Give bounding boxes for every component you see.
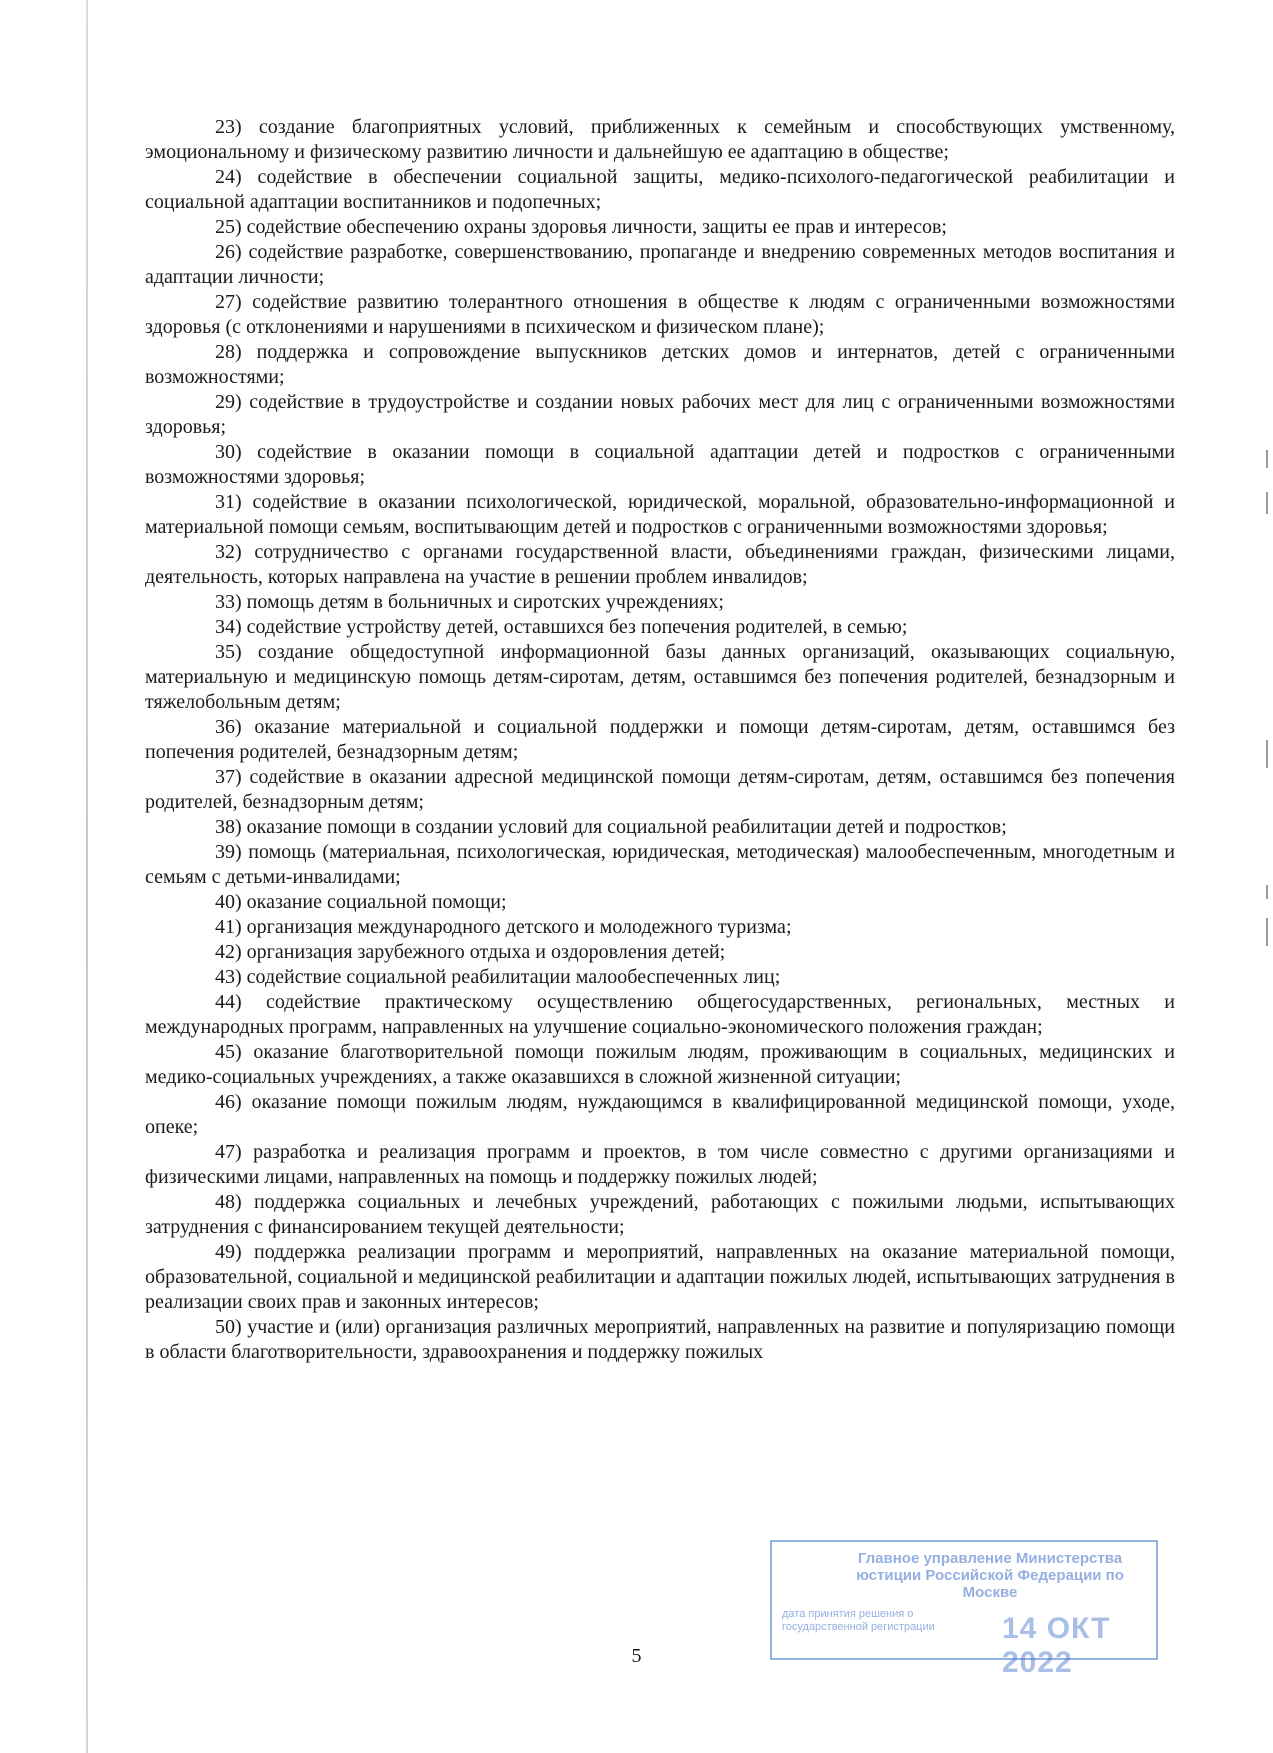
list-item: 26) содействие разработке, совершенствованию, пропаганде и внедрению современных методов воспитания и адаптации личности; bbox=[145, 241, 1175, 288]
list-item: 46) оказание помощи пожилым людям, нуждающимся в квалифицированной медицинской помощи, уходе, опеке; bbox=[145, 1091, 1175, 1138]
list-item: 27) содействие развитию толерантного отношения в обществе к людям с ограниченными возможностями здоровья (с отклонениями и нарушениями в психическом и физическом плане); bbox=[145, 291, 1175, 338]
scan-edge-mark bbox=[1266, 492, 1268, 514]
list-item: 33) помощь детям в больничных и сиротских учреждениях; bbox=[215, 591, 724, 613]
list-item: 39) помощь (материальная, психологическая, юридическая, методическая) малообеспеченным, многодетным и семьям с детьми-инвалидами; bbox=[145, 841, 1175, 888]
stamp-date: 14 ОКТ 2022 bbox=[1002, 1612, 1111, 1679]
list-item: 24) содействие в обеспечении социальной защиты, медико-психолого-педагогической реабилитации и социальной адаптации воспитанников и подопечных; bbox=[145, 166, 1175, 213]
list-item: 38) оказание помощи в создании условий для социальной реабилитации детей и подростков; bbox=[215, 816, 1007, 838]
scan-edge-mark bbox=[1266, 885, 1268, 899]
scan-edge-mark bbox=[1266, 918, 1268, 946]
scan-edge-mark bbox=[1266, 740, 1268, 768]
stamp-organization: Главное управление Министерства юстиции Российской Федерации по Москве bbox=[856, 1550, 1124, 1601]
list-item: 25) содействие обеспечению охраны здоровья личности, защиты ее прав и интересов; bbox=[215, 216, 947, 238]
scan-edge-mark bbox=[1266, 450, 1268, 468]
list-item: 23) создание благоприятных условий, приближенных к семейным и способствующих умственному, эмоциональному и физическому развитию личности и дальнейшую ее адаптацию в обществе; bbox=[145, 116, 1175, 163]
list-item: 49) поддержка реализации программ и мероприятий, направленных на оказание материальной помощи, образовательной, социальной и медицинской реабилитации и адаптации пожилых людей, испытывающих затруднения в реализации своих прав и законных интересов; bbox=[145, 1241, 1175, 1313]
list-item: 28) поддержка и сопровождение выпускников детских домов и интернатов, детей с ограниченными возможностями; bbox=[145, 341, 1175, 388]
list-item: 42) организация зарубежного отдыха и оздоровления детей; bbox=[215, 941, 726, 963]
page-number: 5 bbox=[631, 1645, 642, 1667]
list-item: 40) оказание социальной помощи; bbox=[215, 891, 507, 913]
list-item: 43) содействие социальной реабилитации малообеспеченных лиц; bbox=[215, 966, 781, 988]
list-item: 47) разработка и реализация программ и проектов, в том числе совместно с другими организациями и физическими лицами, направленных на помощь и поддержку пожилых людей; bbox=[145, 1141, 1175, 1188]
list-item: 41) организация международного детского и молодежного туризма; bbox=[215, 916, 792, 938]
stamp-label: дата принятия решения о государственной регистрации bbox=[782, 1608, 935, 1633]
registration-stamp bbox=[770, 1540, 1158, 1679]
list-item: 29) содействие в трудоустройстве и создании новых рабочих мест для лиц с ограниченными возможностями здоровья; bbox=[145, 391, 1175, 438]
list-item: 32) сотрудничество с органами государственной власти, объединениями граждан, физическими лицами, деятельность, которых направлена на участие в решении проблем инвалидов; bbox=[145, 541, 1175, 588]
list-item: 31) содействие в оказании психологической, юридической, моральной, образовательно-информационной и материальной помощи семьям, воспитывающим детей и подростков с ограниченными возможностями здоровья; bbox=[145, 491, 1175, 538]
list-item: 44) содействие практическому осуществлению общегосударственных, региональных, местных и международных программ, направленных на улучшение социально-экономического положения граждан; bbox=[145, 991, 1175, 1038]
list-item: 34) содействие устройству детей, оставшихся без попечения родителей, в семью; bbox=[215, 616, 908, 638]
list-item: 37) содействие в оказании адресной медицинской помощи детям-сиротам, детям, оставшимся без попечения родителей, безнадзорным детям; bbox=[145, 766, 1175, 813]
list-item: 50) участие и (или) организация различных мероприятий, направленных на развитие и популяризацию помощи в области благотворительности, здравоохранения и поддержку пожилых bbox=[145, 1316, 1175, 1363]
list-item: 36) оказание материальной и социальной поддержки и помощи детям-сиротам, детям, оставшимся без попечения родителей, безнадзорным детям; bbox=[145, 716, 1175, 763]
scan-fold-line bbox=[86, 0, 88, 1753]
list-item: 30) содействие в оказании помощи в социальной адаптации детей и подростков с ограниченными возможностями здоровья; bbox=[145, 441, 1175, 488]
list-item: 45) оказание благотворительной помощи пожилым людям, проживающим в социальных, медицинских и медико-социальных учреждениях, а также оказавшихся в сложной жизненной ситуации; bbox=[145, 1041, 1175, 1088]
list-item: 35) создание общедоступной информационной базы данных организаций, оказывающих социальную, материальную и медицинскую помощь детям-сиротам, детям, оставшимся без попечения родителей, безнадзорным и тяжелобольным детям; bbox=[145, 641, 1175, 713]
document-body bbox=[145, 115, 1175, 1365]
list-item: 48) поддержка социальных и лечебных учреждений, работающих с пожилыми людьми, испытывающих затруднения с финансированием текущей деятельности; bbox=[145, 1191, 1175, 1238]
